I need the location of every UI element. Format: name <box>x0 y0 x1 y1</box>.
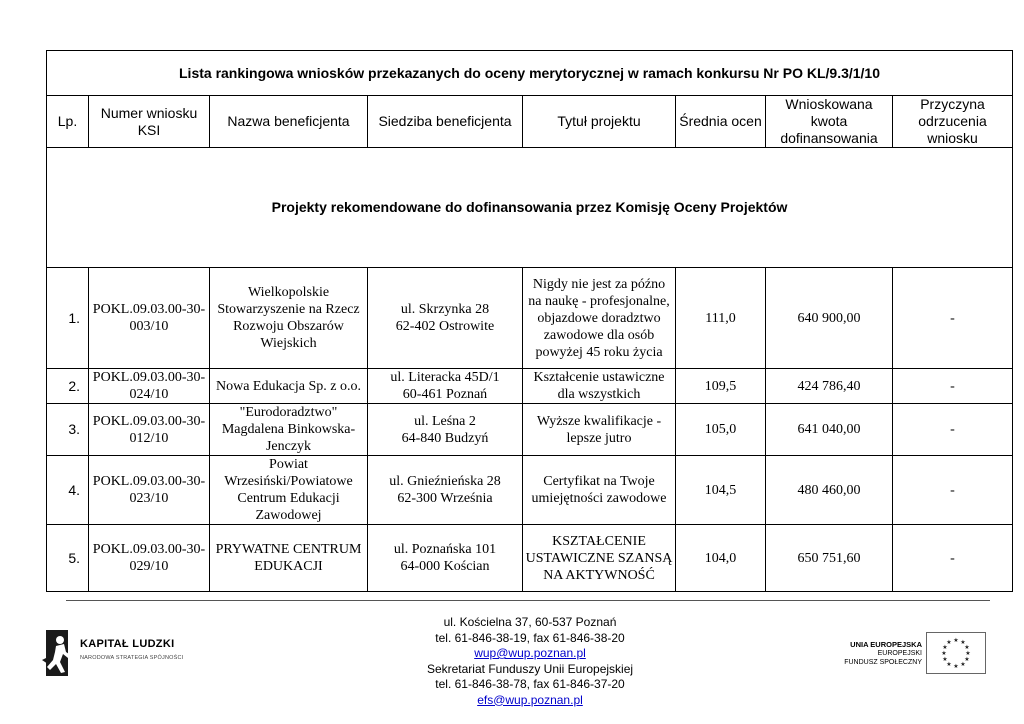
street: ul. Literacka 45D/1 <box>390 370 500 385</box>
cell-numer: POKL.09.03.00-30-023/10 <box>89 456 210 525</box>
cell-srednia: 105,0 <box>676 404 766 456</box>
footer-divider <box>66 600 990 601</box>
street: ul. Poznańska 101 <box>393 542 497 557</box>
svg-text:★: ★ <box>964 656 970 663</box>
cell-przyczyna: - <box>893 456 1013 525</box>
svg-text:★: ★ <box>960 639 966 646</box>
footer-contact <box>380 615 680 708</box>
city: 62-300 Września <box>397 491 493 506</box>
cell-numer: POKL.09.03.00-30-012/10 <box>89 404 210 456</box>
cell-lp: 1. <box>47 268 89 369</box>
cell-kwota: 641 040,00 <box>766 404 893 456</box>
cell-przyczyna: - <box>893 404 1013 456</box>
cell-numer: POKL.09.03.00-30-024/10 <box>89 369 210 404</box>
table-row <box>47 369 1013 404</box>
svg-text:★: ★ <box>942 656 948 663</box>
street: ul. Skrzynka 28 <box>400 302 490 317</box>
logo-right-line3: FUNDUSZ SPOŁECZNY <box>844 659 922 666</box>
email-link-wup[interactable]: wup@wup.poznan.pl <box>474 646 586 660</box>
table-title: Lista rankingowa wniosków przekazanych do oceny merytorycznej w ramach konkursu Nr PO KL/9.3/1/10 <box>47 51 1013 96</box>
table-row <box>47 456 1013 525</box>
eu-flag-icon <box>926 632 986 674</box>
cell-siedziba <box>368 525 523 592</box>
cell-tytul: KSZTAŁCENIE USTAWICZNE SZANSĄ NA AKTYWNOŚĆ <box>523 525 676 592</box>
cell-lp: 3. <box>47 404 89 456</box>
cell-lp: 4. <box>47 456 89 525</box>
cell-siedziba <box>368 456 523 525</box>
header-srednia: Średnia ocen <box>676 96 766 148</box>
cell-lp: 5. <box>47 525 89 592</box>
header-nazwa: Nazwa beneficjenta <box>210 96 368 148</box>
kapital-ludzki-emblem-icon <box>38 630 78 676</box>
footer-phone2: tel. 61-846-38-78, fax 61-846-37-20 <box>435 677 625 691</box>
svg-text:★: ★ <box>960 661 966 668</box>
cell-srednia: 104,5 <box>676 456 766 525</box>
kapital-ludzki-logo <box>38 630 198 676</box>
footer-phone1: tel. 61-846-38-19, fax 61-846-38-20 <box>435 630 625 645</box>
cell-nazwa: Powiat Wrzesiński/Powiatowe Centrum Edukacji Zawodowej <box>210 456 368 525</box>
cell-lp: 2. <box>47 369 89 404</box>
svg-text:★: ★ <box>946 661 952 668</box>
header-kwota: Wnioskowana kwota dofinansowania <box>766 96 893 148</box>
cell-przyczyna: - <box>893 268 1013 369</box>
svg-text:★: ★ <box>953 637 959 644</box>
cell-nazwa: "Eurodoradztwo" Magdalena Binkowska-Jenczyk <box>210 404 368 456</box>
svg-text:★: ★ <box>946 639 952 646</box>
cell-numer: POKL.09.03.00-30-029/10 <box>89 525 210 592</box>
header-siedziba: Siedziba beneficjenta <box>368 96 523 148</box>
header-numer: Numer wniosku KSI <box>89 96 210 148</box>
cell-kwota: 480 460,00 <box>766 456 893 525</box>
logo-left-line2: NARODOWA STRATEGIA SPÓJNOŚCI <box>80 655 184 661</box>
city: 60-461 Poznań <box>402 387 488 402</box>
cell-kwota: 424 786,40 <box>766 369 893 404</box>
logo-left-line1: KAPITAŁ LUDZKI <box>80 638 175 650</box>
header-row <box>47 96 1013 148</box>
cell-przyczyna: - <box>893 369 1013 404</box>
email-link-efs[interactable]: efs@wup.poznan.pl <box>477 692 583 707</box>
cell-tytul: Nigdy nie jest za późno na naukę - profesjonalne, objazdowe doradztwo zawodowe dla osób powyżej 45 roku życia <box>523 268 676 369</box>
footer-office: Sekretariat Funduszy Unii Europejskiej <box>426 661 634 676</box>
cell-tytul: Wyższe kwalifikacje - lepsze jutro <box>523 404 676 456</box>
cell-nazwa: Nowa Edukacja Sp. z o.o. <box>210 369 368 404</box>
section-title: Projekty rekomendowane do dofinansowania przez Komisję Oceny Projektów <box>47 148 1013 268</box>
logo-right-line2: EUROPEJSKI <box>877 650 922 657</box>
logo-right-line1: UNIA EUROPEJSKA <box>850 640 922 649</box>
table-row <box>47 268 1013 369</box>
cell-siedziba <box>368 268 523 369</box>
ranking-table <box>46 50 1013 592</box>
header-tytul: Tytuł projektu <box>523 96 676 148</box>
cell-srednia: 104,0 <box>676 525 766 592</box>
cell-kwota: 640 900,00 <box>766 268 893 369</box>
svg-text:★: ★ <box>964 644 970 651</box>
table-row <box>47 525 1013 592</box>
header-przyczyna: Przyczyna odrzucenia wniosku <box>893 96 1013 148</box>
street: ul. Leśna 2 <box>414 413 476 429</box>
cell-przyczyna: - <box>893 525 1013 592</box>
cell-srednia: 109,5 <box>676 369 766 404</box>
cell-srednia: 111,0 <box>676 268 766 369</box>
city: 64-840 Budzyń <box>401 430 489 446</box>
cell-nazwa: Wielkopolskie Stowarzyszenie na Rzecz Rozwoju Obszarów Wiejskich <box>210 268 368 369</box>
cell-nazwa: PRYWATNE CENTRUM EDUKACJI <box>210 525 368 592</box>
table-row <box>47 404 1013 456</box>
svg-text:★: ★ <box>942 644 948 651</box>
street: ul. Gnieźnieńska 28 <box>389 474 501 489</box>
cell-siedziba <box>368 404 523 456</box>
cell-siedziba <box>368 369 523 404</box>
cell-numer: POKL.09.03.00-30-003/10 <box>89 268 210 369</box>
footer-address: ul. Kościelna 37, 60-537 Poznań <box>443 615 617 629</box>
cell-tytul: Kształcenie ustawiczne dla wszystkich <box>523 369 676 404</box>
header-lp: Lp. <box>47 96 89 148</box>
city: 64-000 Kościan <box>400 559 490 574</box>
svg-text:★: ★ <box>953 663 959 670</box>
eu-logo <box>838 632 988 678</box>
svg-text:★: ★ <box>965 650 971 657</box>
cell-kwota: 650 751,60 <box>766 525 893 592</box>
city: 62-402 Ostrowite <box>395 319 495 334</box>
cell-tytul: Certyfikat na Twoje umiejętności zawodowe <box>523 456 676 525</box>
svg-text:★: ★ <box>941 650 947 657</box>
